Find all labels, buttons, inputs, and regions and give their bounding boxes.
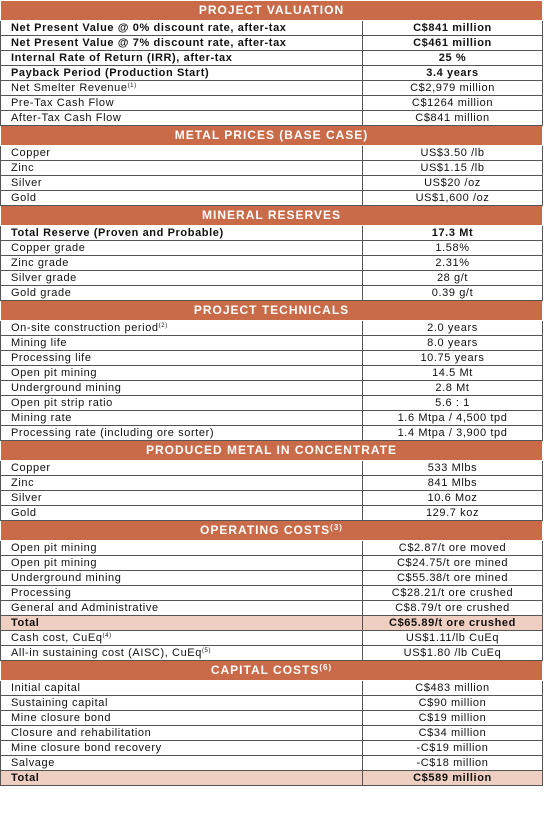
row-label-text: Cash cost, CuEq <box>11 632 103 644</box>
table-body <box>1 1 543 786</box>
row-value: C$90 million <box>363 696 543 711</box>
row-label-text: Gold <box>11 192 37 204</box>
row-value: 3.4 years <box>363 66 543 81</box>
row-label-text: Net Present Value @ 0% discount rate, after-tax <box>11 22 287 34</box>
table-row <box>1 601 543 616</box>
row-value: C$19 million <box>363 711 543 726</box>
section-title <box>1 661 543 681</box>
table-row <box>1 96 543 111</box>
row-label <box>1 541 363 556</box>
row-value: -C$19 million <box>363 741 543 756</box>
table-row <box>1 241 543 256</box>
row-label-text: Silver <box>11 492 43 504</box>
table-row <box>1 161 543 176</box>
section-title <box>1 301 543 321</box>
row-label <box>1 111 363 126</box>
table-row <box>1 351 543 366</box>
table-row <box>1 321 543 336</box>
row-value: C$589 million <box>363 771 543 786</box>
section-title-text: PRODUCED METAL IN CONCENTRATE <box>146 443 397 457</box>
section-header-metal-prices-base-case <box>1 126 543 146</box>
row-value: -C$18 million <box>363 756 543 771</box>
row-value: 129.7 koz <box>363 506 543 521</box>
row-label <box>1 396 363 411</box>
table-row <box>1 36 543 51</box>
row-label-text: Processing life <box>11 352 92 364</box>
row-label-text: Net Present Value @ 7% discount rate, after-tax <box>11 37 287 49</box>
row-value: C$65.89/t ore crushed <box>363 616 543 631</box>
section-header-mineral-reserves <box>1 206 543 226</box>
row-value: 10.6 Moz <box>363 491 543 506</box>
row-label <box>1 616 363 631</box>
table-row <box>1 771 543 786</box>
table-row <box>1 541 543 556</box>
row-label <box>1 711 363 726</box>
row-label <box>1 366 363 381</box>
row-label <box>1 506 363 521</box>
row-label-text: Zinc <box>11 477 35 489</box>
row-value: US$20 /oz <box>363 176 543 191</box>
footnote-ref: (2) <box>158 323 168 329</box>
table-row <box>1 681 543 696</box>
row-label-text: Underground mining <box>11 382 122 394</box>
row-label <box>1 461 363 476</box>
row-label-text: Initial capital <box>11 682 81 694</box>
table-row <box>1 461 543 476</box>
section-title-text: CAPITAL COSTS <box>210 663 320 677</box>
row-label <box>1 226 363 241</box>
footnote-ref: (6) <box>319 663 333 672</box>
row-value: 8.0 years <box>363 336 543 351</box>
row-label-text: Sustaining capital <box>11 697 109 709</box>
row-value: 28 g/t <box>363 271 543 286</box>
row-label-text: Copper <box>11 462 51 474</box>
table-row <box>1 381 543 396</box>
row-label-text: Mine closure bond recovery <box>11 742 162 754</box>
row-value: US$1.80 /lb CuEq <box>363 646 543 661</box>
row-label-text: Closure and rehabilitation <box>11 727 152 739</box>
row-value: 1.6 Mtpa / 4,500 tpd <box>363 411 543 426</box>
row-label <box>1 21 363 36</box>
table-row <box>1 336 543 351</box>
row-label <box>1 321 363 336</box>
row-value: C$24.75/t ore mined <box>363 556 543 571</box>
row-label-text: Gold <box>11 507 37 519</box>
row-label <box>1 631 363 646</box>
table-row <box>1 426 543 441</box>
footnote-ref: (4) <box>102 633 112 639</box>
table-row <box>1 756 543 771</box>
row-label <box>1 161 363 176</box>
section-title <box>1 441 543 461</box>
row-value: C$2.87/t ore moved <box>363 541 543 556</box>
row-label <box>1 771 363 786</box>
row-label-text: Open pit mining <box>11 542 98 554</box>
row-value: 14.5 Mt <box>363 366 543 381</box>
row-label <box>1 36 363 51</box>
row-value: 25 % <box>363 51 543 66</box>
row-value: C$461 million <box>363 36 543 51</box>
row-value: US$3.50 /lb <box>363 146 543 161</box>
row-value: C$841 million <box>363 111 543 126</box>
table-row <box>1 411 543 426</box>
section-title-text: PROJECT TECHNICALS <box>193 303 350 317</box>
section-title-text: OPERATING COSTS <box>200 523 331 537</box>
row-label-text: Zinc <box>11 162 35 174</box>
row-value: 2.31% <box>363 256 543 271</box>
row-label <box>1 756 363 771</box>
row-label-text: Silver grade <box>11 272 77 284</box>
row-label <box>1 176 363 191</box>
row-label-text: After-Tax Cash Flow <box>11 112 122 124</box>
table-row <box>1 646 543 661</box>
table-row <box>1 146 543 161</box>
footnote-ref: (3) <box>330 523 343 532</box>
section-title-text: MINERAL RESERVES <box>202 208 341 222</box>
row-label <box>1 191 363 206</box>
row-label-text: Silver <box>11 177 43 189</box>
row-label <box>1 556 363 571</box>
table-row <box>1 556 543 571</box>
row-label-text: Pre-Tax Cash Flow <box>11 97 115 109</box>
section-header-capital-costs <box>1 661 543 681</box>
row-value: C$55.38/t ore mined <box>363 571 543 586</box>
table-row <box>1 616 543 631</box>
row-label-text: Total <box>11 617 40 629</box>
row-value: C$28.21/t ore crushed <box>363 586 543 601</box>
table-row <box>1 191 543 206</box>
row-value: C$1264 million <box>363 96 543 111</box>
table-row <box>1 271 543 286</box>
row-value: 0.39 g/t <box>363 286 543 301</box>
table-row <box>1 111 543 126</box>
row-value: 533 Mlbs <box>363 461 543 476</box>
row-label <box>1 381 363 396</box>
section-header-project-technicals <box>1 301 543 321</box>
row-value: 2.8 Mt <box>363 381 543 396</box>
row-label-text: Total Reserve (Proven and Probable) <box>11 227 224 239</box>
row-value: 1.58% <box>363 241 543 256</box>
table-row <box>1 741 543 756</box>
row-label-text: Zinc grade <box>11 257 69 269</box>
row-label-text: Open pit mining <box>11 367 98 379</box>
footnote-ref: (1) <box>127 83 137 89</box>
section-title <box>1 126 543 146</box>
row-label-text: Processing <box>11 587 72 599</box>
row-value: US$1.15 /lb <box>363 161 543 176</box>
row-label <box>1 336 363 351</box>
row-value: C$8.79/t ore crushed <box>363 601 543 616</box>
row-label-text: Processing rate (including ore sorter) <box>11 427 215 439</box>
row-label-text: Total <box>11 772 40 784</box>
table-row <box>1 176 543 191</box>
table-row <box>1 51 543 66</box>
table-row <box>1 506 543 521</box>
row-label-text: Copper grade <box>11 242 86 254</box>
section-title-text: METAL PRICES (BASE CASE) <box>174 128 369 142</box>
row-label <box>1 681 363 696</box>
table-row <box>1 256 543 271</box>
row-value: C$2,979 million <box>363 81 543 96</box>
row-label <box>1 271 363 286</box>
row-label <box>1 66 363 81</box>
table-row <box>1 696 543 711</box>
table-row <box>1 571 543 586</box>
row-label-text: Open pit mining <box>11 557 98 569</box>
row-value: 10.75 years <box>363 351 543 366</box>
footnote-ref: (5) <box>201 648 212 654</box>
table-row <box>1 631 543 646</box>
row-value: US$1.11/lb CuEq <box>363 631 543 646</box>
row-label <box>1 696 363 711</box>
table-row <box>1 491 543 506</box>
row-label-text: Copper <box>11 147 51 159</box>
row-value: 841 Mlbs <box>363 476 543 491</box>
row-label <box>1 571 363 586</box>
table-row <box>1 396 543 411</box>
row-label <box>1 51 363 66</box>
row-value: C$34 million <box>363 726 543 741</box>
row-label <box>1 426 363 441</box>
row-value: C$483 million <box>363 681 543 696</box>
row-label <box>1 741 363 756</box>
table-row <box>1 726 543 741</box>
row-label <box>1 491 363 506</box>
table-row <box>1 286 543 301</box>
table-row <box>1 21 543 36</box>
row-label-text: All-in sustaining cost (AISC), CuEq <box>11 647 202 659</box>
row-label-text: Open pit strip ratio <box>11 397 113 409</box>
row-label-text: On-site construction period <box>11 322 159 334</box>
section-title <box>1 521 543 541</box>
row-label-text: General and Administrative <box>11 602 159 614</box>
row-value: C$841 million <box>363 21 543 36</box>
section-title <box>1 1 543 21</box>
table-row <box>1 476 543 491</box>
row-label <box>1 81 363 96</box>
row-label-text: Underground mining <box>11 572 122 584</box>
row-label <box>1 476 363 491</box>
section-title-text: PROJECT VALUATION <box>198 3 345 17</box>
row-value: 17.3 Mt <box>363 226 543 241</box>
table-row <box>1 226 543 241</box>
section-title <box>1 206 543 226</box>
table-row <box>1 586 543 601</box>
row-label-text: Gold grade <box>11 287 72 299</box>
row-label <box>1 586 363 601</box>
row-label-text: Mine closure bond <box>11 712 112 724</box>
row-label <box>1 411 363 426</box>
row-label <box>1 601 363 616</box>
row-label <box>1 286 363 301</box>
row-label-text: Payback Period (Production Start) <box>11 67 210 79</box>
section-header-operating-costs <box>1 521 543 541</box>
section-header-produced-metal-in-concentrate <box>1 441 543 461</box>
row-label <box>1 241 363 256</box>
row-value: 2.0 years <box>363 321 543 336</box>
table-row <box>1 66 543 81</box>
row-label <box>1 726 363 741</box>
row-label-text: Internal Rate of Return (IRR), after-tax <box>11 52 233 64</box>
table-row <box>1 81 543 96</box>
row-label-text: Salvage <box>11 757 55 769</box>
row-label <box>1 646 363 661</box>
row-value: 5.6 : 1 <box>363 396 543 411</box>
row-value: US$1,600 /oz <box>363 191 543 206</box>
row-label <box>1 96 363 111</box>
table-row <box>1 366 543 381</box>
table-row <box>1 711 543 726</box>
row-label-text: Mining life <box>11 337 68 349</box>
row-value: 1.4 Mtpa / 3,900 tpd <box>363 426 543 441</box>
row-label <box>1 351 363 366</box>
row-label <box>1 256 363 271</box>
row-label-text: Mining rate <box>11 412 73 424</box>
row-label <box>1 146 363 161</box>
row-label-text: Net Smelter Revenue <box>11 82 128 94</box>
section-header-project-valuation <box>1 1 543 21</box>
